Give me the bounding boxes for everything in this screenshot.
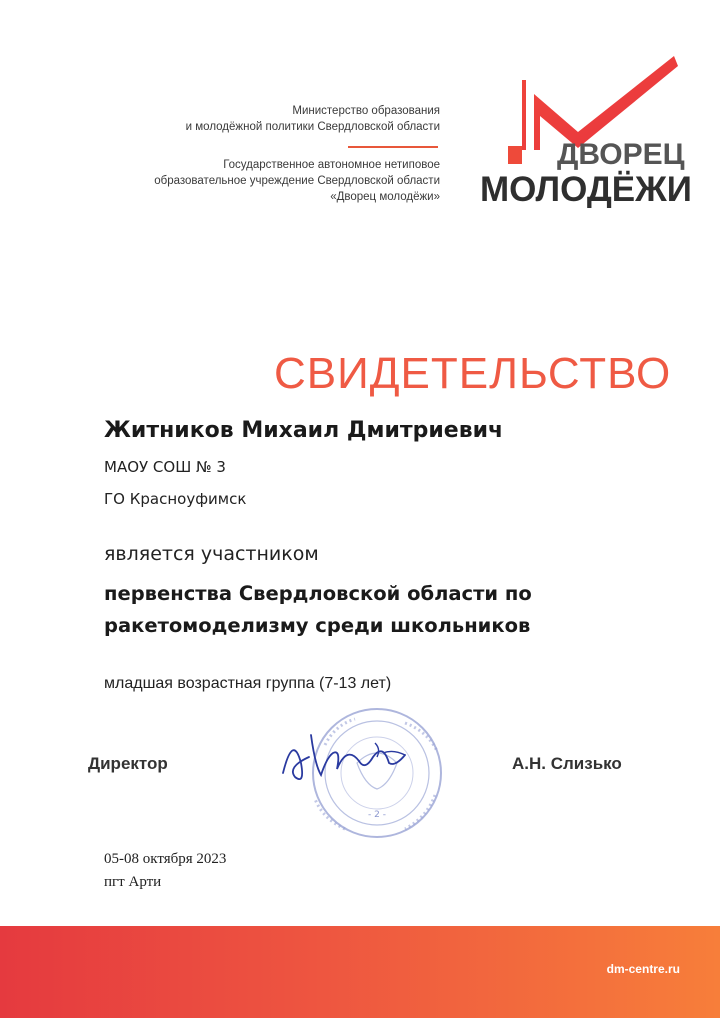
- footer-band: [0, 926, 720, 1018]
- event-line-2: ракетомоделизму среди школьников: [104, 614, 531, 637]
- event-title: [104, 578, 532, 642]
- event-place: пгт Арти: [104, 874, 162, 890]
- school-name: МАОУ СОШ № 3: [104, 458, 226, 476]
- age-group: младшая возрастная группа (7-13 лет): [104, 675, 392, 692]
- institution-line-1: Государственное автономное нетиповое: [223, 159, 440, 171]
- participation-text: является участником: [104, 543, 319, 565]
- certificate-title: СВИДЕТЕЛЬСТВО: [274, 349, 672, 398]
- director-signature: [275, 725, 425, 795]
- event-line-1: первенства Свердловской области по: [104, 582, 532, 605]
- event-dates: 05-08 октября 2023: [104, 851, 227, 867]
- logo-line-2: МОЛОДЁЖИ: [480, 170, 692, 209]
- ministry-line-2: и молодёжной политики Свердловской области: [185, 121, 440, 133]
- recipient-name: Житников Михаил Дмитриевич: [104, 418, 504, 443]
- director-title: Директор: [88, 754, 168, 773]
- institution-line-2: образовательное учреждение Свердловской области: [154, 175, 440, 187]
- institution-line-3: «Дворец молодёжи»: [330, 191, 440, 203]
- director-name: А.Н. Слизько: [512, 754, 622, 773]
- header-divider: [348, 146, 438, 148]
- city-name: ГО Красноуфимск: [104, 490, 247, 508]
- ministry-line-1: Министерство образования: [292, 105, 440, 117]
- header-ministry: [186, 103, 440, 135]
- svg-text:- 2 -: - 2 -: [368, 810, 386, 820]
- header-institution: [154, 157, 440, 205]
- logo-line-1: ДВОРЕЦ: [557, 138, 685, 171]
- website-link[interactable]: dm-centre.ru: [606, 962, 680, 976]
